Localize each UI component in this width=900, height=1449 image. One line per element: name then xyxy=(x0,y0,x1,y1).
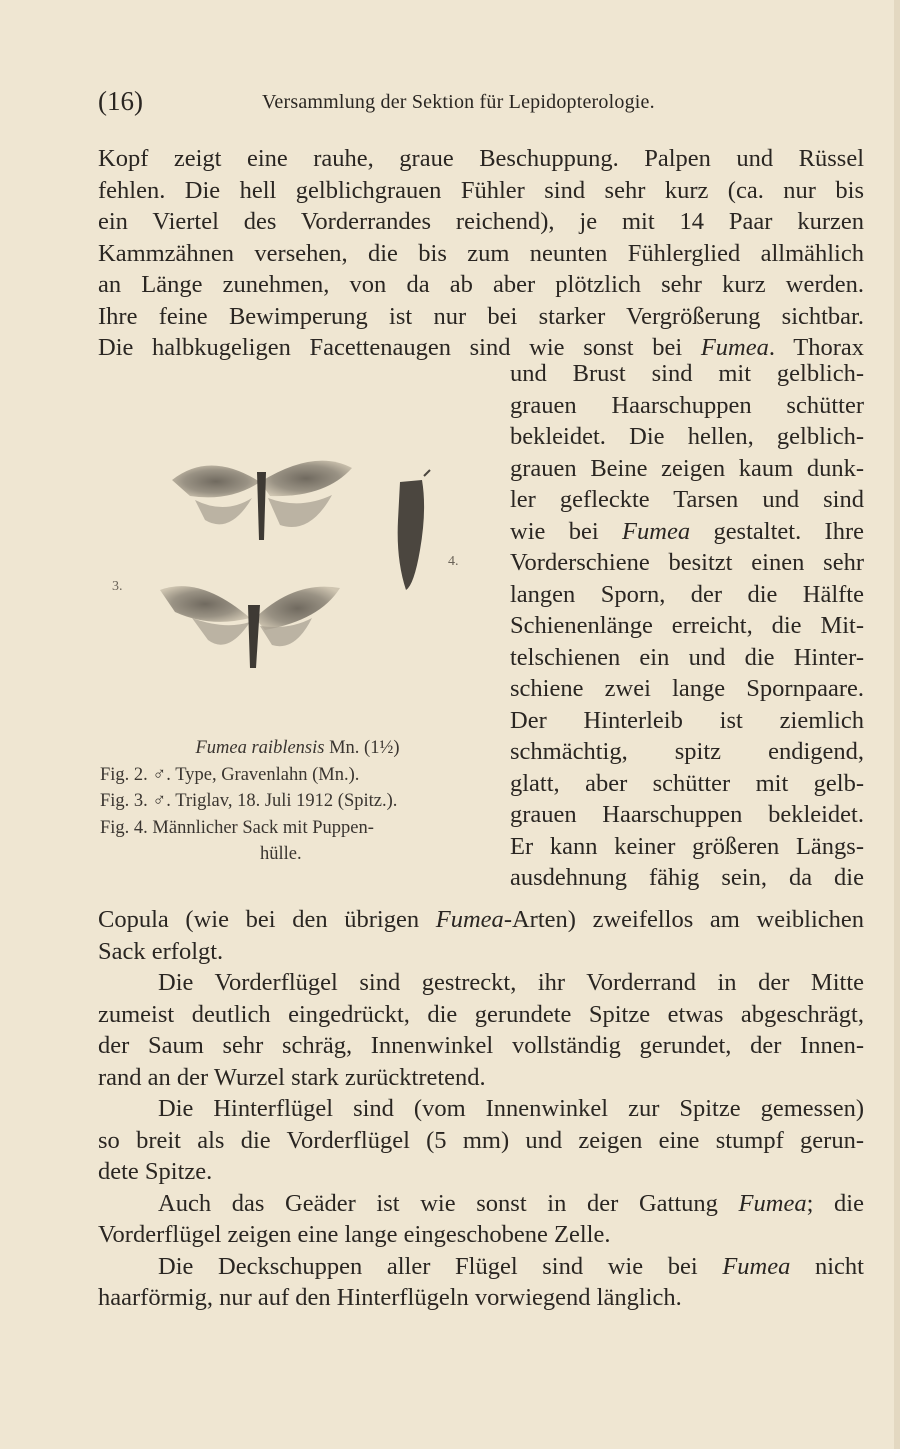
caption-line: hülle. xyxy=(260,844,302,864)
text-line: glatt, aber schütter mit gelb- xyxy=(510,769,864,797)
text-line: langen Sporn, der die Hälfte xyxy=(510,580,864,608)
paragraph-thorax xyxy=(510,358,864,894)
paragraph-kopf xyxy=(98,143,864,364)
text-line: Copula (wie bei den übrigen Fumea-Arten) zweifellos am weiblichen xyxy=(98,906,864,933)
caption-title: Fumea raiblensis Mn. (1½) xyxy=(195,738,400,758)
text-line: schiene zwei lange Spornpaare. xyxy=(510,675,864,702)
text-line: grauen Haarschuppen schütter xyxy=(510,391,864,419)
text-line: ein Viertel des Vorderrandes reichend), je mit 14 Paar kurzen xyxy=(98,208,864,235)
text-line: an Länge zunehmen, von da ab aber plötzlich sehr kurz werden. xyxy=(98,271,864,298)
text-line: Der Hinterleib ist ziemlich xyxy=(510,706,864,734)
running-head: Versammlung der Sektion für Lepidopterologie. xyxy=(262,91,655,113)
text-line: Vorderflügel zeigen eine lange eingeschobene Zelle. xyxy=(98,1221,611,1248)
moth-sack-fig4-image xyxy=(398,470,430,590)
text-line: Ihre feine Bewimperung ist nur bei starker Vergrößerung sichtbar. xyxy=(98,302,864,330)
paragraph-vorderfluegel xyxy=(98,967,864,1093)
figure-caption xyxy=(100,735,495,868)
species-name: Fumea raiblensis xyxy=(195,738,325,758)
moth-figure-illustration xyxy=(100,440,500,680)
text-line: ler gefleckte Tarsen und sind xyxy=(510,486,864,513)
text-line: Vorderschiene besitzt einen sehr xyxy=(510,549,864,576)
text-line: Die halbkugeligen Facettenaugen sind wie sonst bei Fumea. Thorax xyxy=(98,334,864,361)
paragraph-hinterfluegel xyxy=(98,1093,864,1188)
text-line: rand an der Wurzel stark zurücktretend. xyxy=(98,1063,486,1091)
genus-name: Fumea xyxy=(622,517,691,545)
text-line: Sack erfolgt. xyxy=(98,937,224,965)
text-line: schmächtig, spitz endigend, xyxy=(510,738,864,765)
text-line: Die Hinterflügel sind (vom Innenwinkel zur Spitze gemessen) xyxy=(158,1095,864,1122)
text-line: und Brust sind mit gelblich- xyxy=(510,360,864,387)
text-line: grauen Beine zeigen kaum dunk- xyxy=(510,454,864,482)
text-line: grauen Haarschuppen bekleidet. xyxy=(510,801,864,828)
text-line: Die Vorderflügel sind gestreckt, ihr Vorderrand in der Mitte xyxy=(158,969,864,996)
text-line: fehlen. Die hell gelblichgrauen Fühler sind sehr kurz (ca. nur bis xyxy=(98,176,864,204)
text-line: so breit als die Vorderflügel (5 mm) und zeigen eine stumpf gerun- xyxy=(98,1126,864,1154)
text-line: der Saum sehr schräg, Innenwinkel vollständig gerundet, der Innen- xyxy=(98,1032,864,1059)
text-line: bekleidet. Die hellen, gelblich- xyxy=(510,423,864,450)
text-line: haarförmig, nur auf den Hinterflügeln vorwiegend länglich. xyxy=(98,1284,682,1311)
text-line: Auch das Geäder ist wie sonst in der Gattung Fumea; die xyxy=(158,1189,864,1217)
text-line: wie bei Fumea gestaltet. Ihre xyxy=(510,517,864,545)
genus-name: Fumea xyxy=(722,1252,791,1280)
moth-fig2-image xyxy=(172,461,352,540)
text-line: Kammzähnen versehen, die bis zum neunten Fühlerglied allmählich xyxy=(98,239,864,267)
text-line: Kopf zeigt eine rauhe, graue Beschuppung. Palpen und Rüssel xyxy=(98,145,864,172)
page-header xyxy=(0,86,900,126)
moth-fig3-image xyxy=(160,586,340,668)
text-line: dete Spitze. xyxy=(98,1158,213,1185)
caption-line: Fig. 4. Männlicher Sack mit Puppen- xyxy=(100,817,374,838)
paragraph-deckschuppen xyxy=(98,1251,864,1314)
figure-label-fig4: 4. xyxy=(448,554,459,569)
page-edge xyxy=(894,0,900,1449)
page-number: (16) xyxy=(98,86,143,116)
figure-label-fig3: 3. xyxy=(112,579,123,594)
text-line: Die Deckschuppen aller Flügel sind wie bei Fumea nicht xyxy=(158,1252,864,1280)
caption-line: Fig. 3. ♂. Triglav, 18. Juli 1912 (Spitz.). xyxy=(100,791,398,811)
figure-moths xyxy=(100,440,500,680)
text-line: ausdehnung fähig sein, da die xyxy=(510,864,864,891)
genus-name: Fumea xyxy=(435,906,504,933)
caption-line: Fig. 2. ♂. Type, Gravenlahn (Mn.). xyxy=(100,764,360,785)
paragraph-geaeder xyxy=(98,1188,864,1251)
genus-name: Fumea xyxy=(700,334,769,361)
text-line: zumeist deutlich eingedrückt, die gerundete Spitze etwas abgeschrägt, xyxy=(98,1000,864,1028)
text-line: Er kann keiner größeren Längs- xyxy=(510,832,864,860)
text-line: telschienen ein und die Hinter- xyxy=(510,643,864,671)
text-line: Schienenlänge erreicht, die Mit- xyxy=(510,612,864,639)
paragraph-copula xyxy=(98,904,864,967)
genus-name: Fumea xyxy=(738,1189,807,1217)
body-bottom xyxy=(98,904,864,1314)
